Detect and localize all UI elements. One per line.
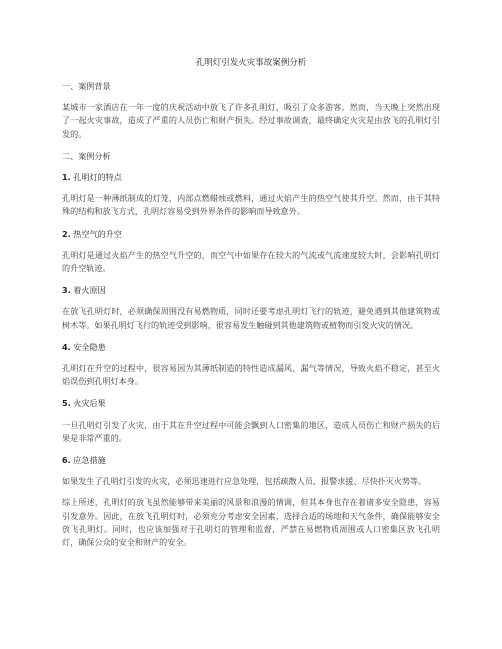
analysis-item-paragraph: 孔明灯是一种薄纸制成的灯笼，内部点燃蜡烛或燃料，通过火焰产生的热空气使其升空。然而，由于其特殊的结构和放飞方式，孔明灯容易受到外界条件的影响而导致意外。 xyxy=(62,193,440,217)
analysis-item xyxy=(62,341,440,389)
analysis-item-paragraph: 孔明灯是通过火焰产生的热空气升空的，而空气中如果存在较大的气流或气流速度较大时，会影响孔明灯的升空轨迹。 xyxy=(62,249,440,274)
analysis-item-heading xyxy=(62,341,440,354)
analysis-item-number: 3. xyxy=(62,285,71,296)
analysis-item xyxy=(62,454,440,488)
section-analysis xyxy=(62,150,440,489)
analysis-item-paragraph: 一旦孔明灯引发了火灾，由于其在升空过程中可能会飘到人口密集的地区，造成人员伤亡和财产损失的后果是非常严重的。 xyxy=(62,419,440,443)
document-title: 孔明灯引发火灾事故案例分析 xyxy=(195,58,307,68)
analysis-item-title: 应急措施 xyxy=(73,455,106,466)
analysis-item-heading xyxy=(62,284,440,297)
analysis-item-paragraph: 如果发生了孔明灯引发的火灾，必须迅速进行应急处理，包括疏散人员、报警求援、尽快扑灭火势等。 xyxy=(62,476,427,487)
analysis-item-paragraph: 在放飞孔明灯时，必须确保周围没有易燃物质，同时还要考虑孔明灯飞行的轨迹，避免遇到其他建筑物或树木等。如果孔明灯飞行的轨迹受到影响，很容易发生触碰到其他建筑物或植物而引发火灾的情况。 xyxy=(62,306,440,330)
analysis-item-number: 2. xyxy=(62,228,71,239)
analysis-item-heading xyxy=(62,397,440,410)
analysis-item-heading xyxy=(62,454,440,467)
analysis-item xyxy=(62,228,440,276)
section-heading: 一、案例背景 xyxy=(62,81,111,91)
analysis-item-paragraph: 孔明灯在升空的过程中，很容易因为其薄纸制造的特性造成漏风、漏气等情况，导致火焰不稳定，甚至火焰误伤到孔明灯本身。 xyxy=(62,363,440,387)
section-heading: 二、案例分析 xyxy=(62,150,111,161)
analysis-item-number: 5. xyxy=(62,398,71,409)
analysis-item-heading xyxy=(62,171,440,184)
analysis-item xyxy=(62,284,440,332)
analysis-item-number: 4. xyxy=(62,341,71,352)
analysis-item-title: 热空气的升空 xyxy=(73,228,122,239)
conclusion-paragraph: 综上所述，孔明灯的放飞虽然能够带来美丽的风景和浪漫的情调，但其本身也存在着诸多安全隐患，容易引发意外。因此，在放飞孔明灯时，必须充分考虑安全因素，选择合适的场地和天气条件，确保能够安全放飞孔明灯。同时，也应该加强对于孔明灯的管理和监督，严禁在易燃物质周围或人口密集区放飞孔明灯，确保公众的安全和财产的安全。 xyxy=(62,497,440,548)
analysis-item-title: 孔明灯的特点 xyxy=(73,172,122,183)
analysis-item-title: 安全隐患 xyxy=(73,341,106,352)
document-body xyxy=(62,80,440,549)
analysis-item-heading xyxy=(62,228,440,241)
analysis-item-number: 6. xyxy=(62,455,71,466)
analysis-item-title: 火灾后果 xyxy=(73,398,106,409)
analysis-item xyxy=(62,397,440,445)
analysis-item-number: 1. xyxy=(62,172,71,183)
section-paragraph: 某城市一家酒店在一年一度的庆祝活动中放飞了许多孔明灯，吸引了众多游客。然而，当天晚上突然出现了一起火灾事故，造成了严重的人员伤亡和财产损失。经过事故调查，最终确定火灾是由放飞的孔明灯引发的。 xyxy=(62,102,440,139)
section-background xyxy=(62,80,440,141)
analysis-item xyxy=(62,171,440,219)
analysis-item-title: 着火原因 xyxy=(73,285,106,296)
